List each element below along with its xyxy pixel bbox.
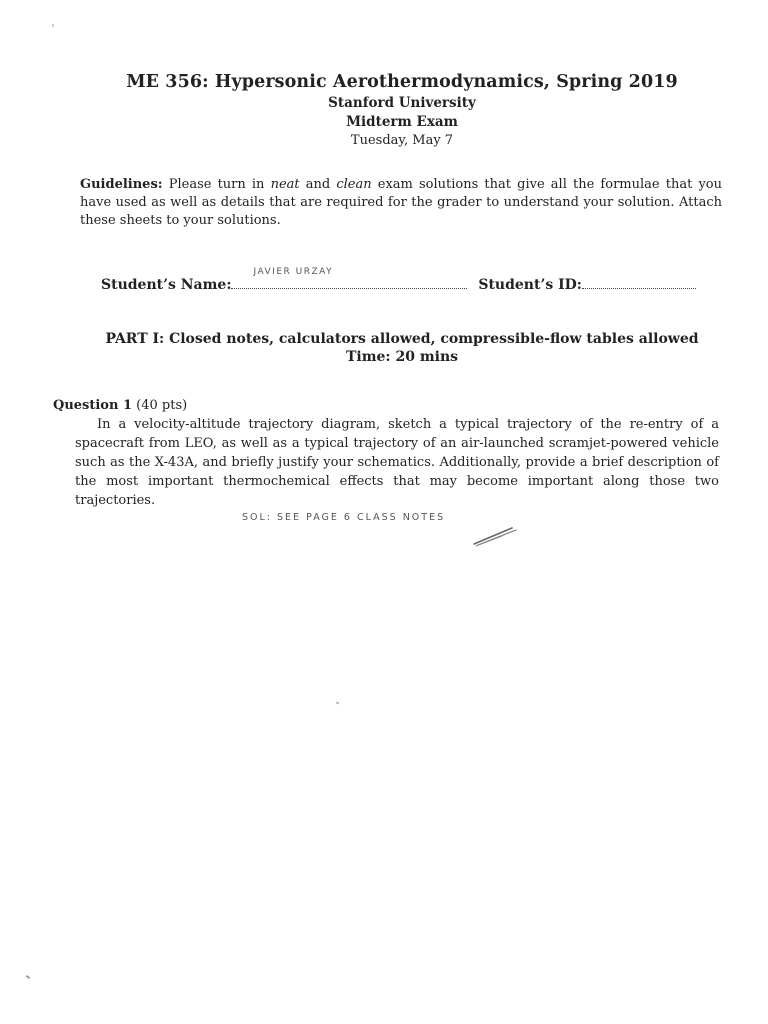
paper-speck — [52, 24, 54, 27]
question-1 — [53, 396, 719, 510]
university-name: Stanford University — [328, 95, 476, 111]
part-time-limit: Time: 20 mins — [345, 349, 459, 365]
guidelines-paragraph — [80, 176, 722, 230]
question-body: In a velocity-altitude trajectory diagram, sketch a typical trajectory of the re-entry of a spacecraft from LEO, as well as a typical trajectory of an air-launched scramjet-powered vehicle such as the X-43A, and briefly justify your schematics. Additionally, provide a brief description of the most important thermochemical effects that may become important along those two trajectories. — [75, 417, 719, 508]
course-title: ME 356: Hypersonic Aerothermodynamics, Spring 2019 — [126, 72, 678, 92]
exam-header — [0, 72, 768, 148]
part-instructions: PART I: Closed notes, calculators allowed, compressible-flow tables allowed — [105, 331, 699, 347]
question-heading — [53, 396, 719, 415]
question-label: Question 1 — [53, 398, 133, 413]
student-name-label: Student’s Name: — [101, 277, 232, 293]
student-id-label: Student’s ID: — [478, 277, 582, 293]
guidelines-label: Guidelines: — [80, 177, 163, 192]
guidelines-text-2: and — [299, 177, 337, 192]
checkmark-icon — [472, 524, 518, 548]
guidelines-emphasis-neat: neat — [270, 177, 300, 192]
exam-date: Tuesday, May 7 — [350, 133, 454, 148]
guidelines-emphasis-clean: clean — [336, 177, 372, 192]
question-points: (40 pts) — [132, 398, 188, 413]
student-id-field[interactable] — [582, 276, 696, 289]
student-name-handwritten: JAVIER URZAY — [253, 267, 334, 277]
exam-name: Midterm Exam — [346, 114, 458, 130]
handwritten-solution-note: SOL: SEE PAGE 6 CLASS NOTES — [242, 512, 446, 523]
part-heading — [0, 330, 768, 366]
paper-speck — [26, 975, 30, 979]
guidelines-text-3: exam solutions that give all the formulae that you have used as well as details that are required for the grader to understand your solution. Attach these sheets to your solutions. — [80, 177, 722, 228]
student-name-field[interactable] — [231, 267, 467, 289]
paper-speck — [336, 702, 340, 705]
guidelines-text-1: Please turn in — [162, 177, 271, 192]
student-info-row — [101, 267, 681, 293]
